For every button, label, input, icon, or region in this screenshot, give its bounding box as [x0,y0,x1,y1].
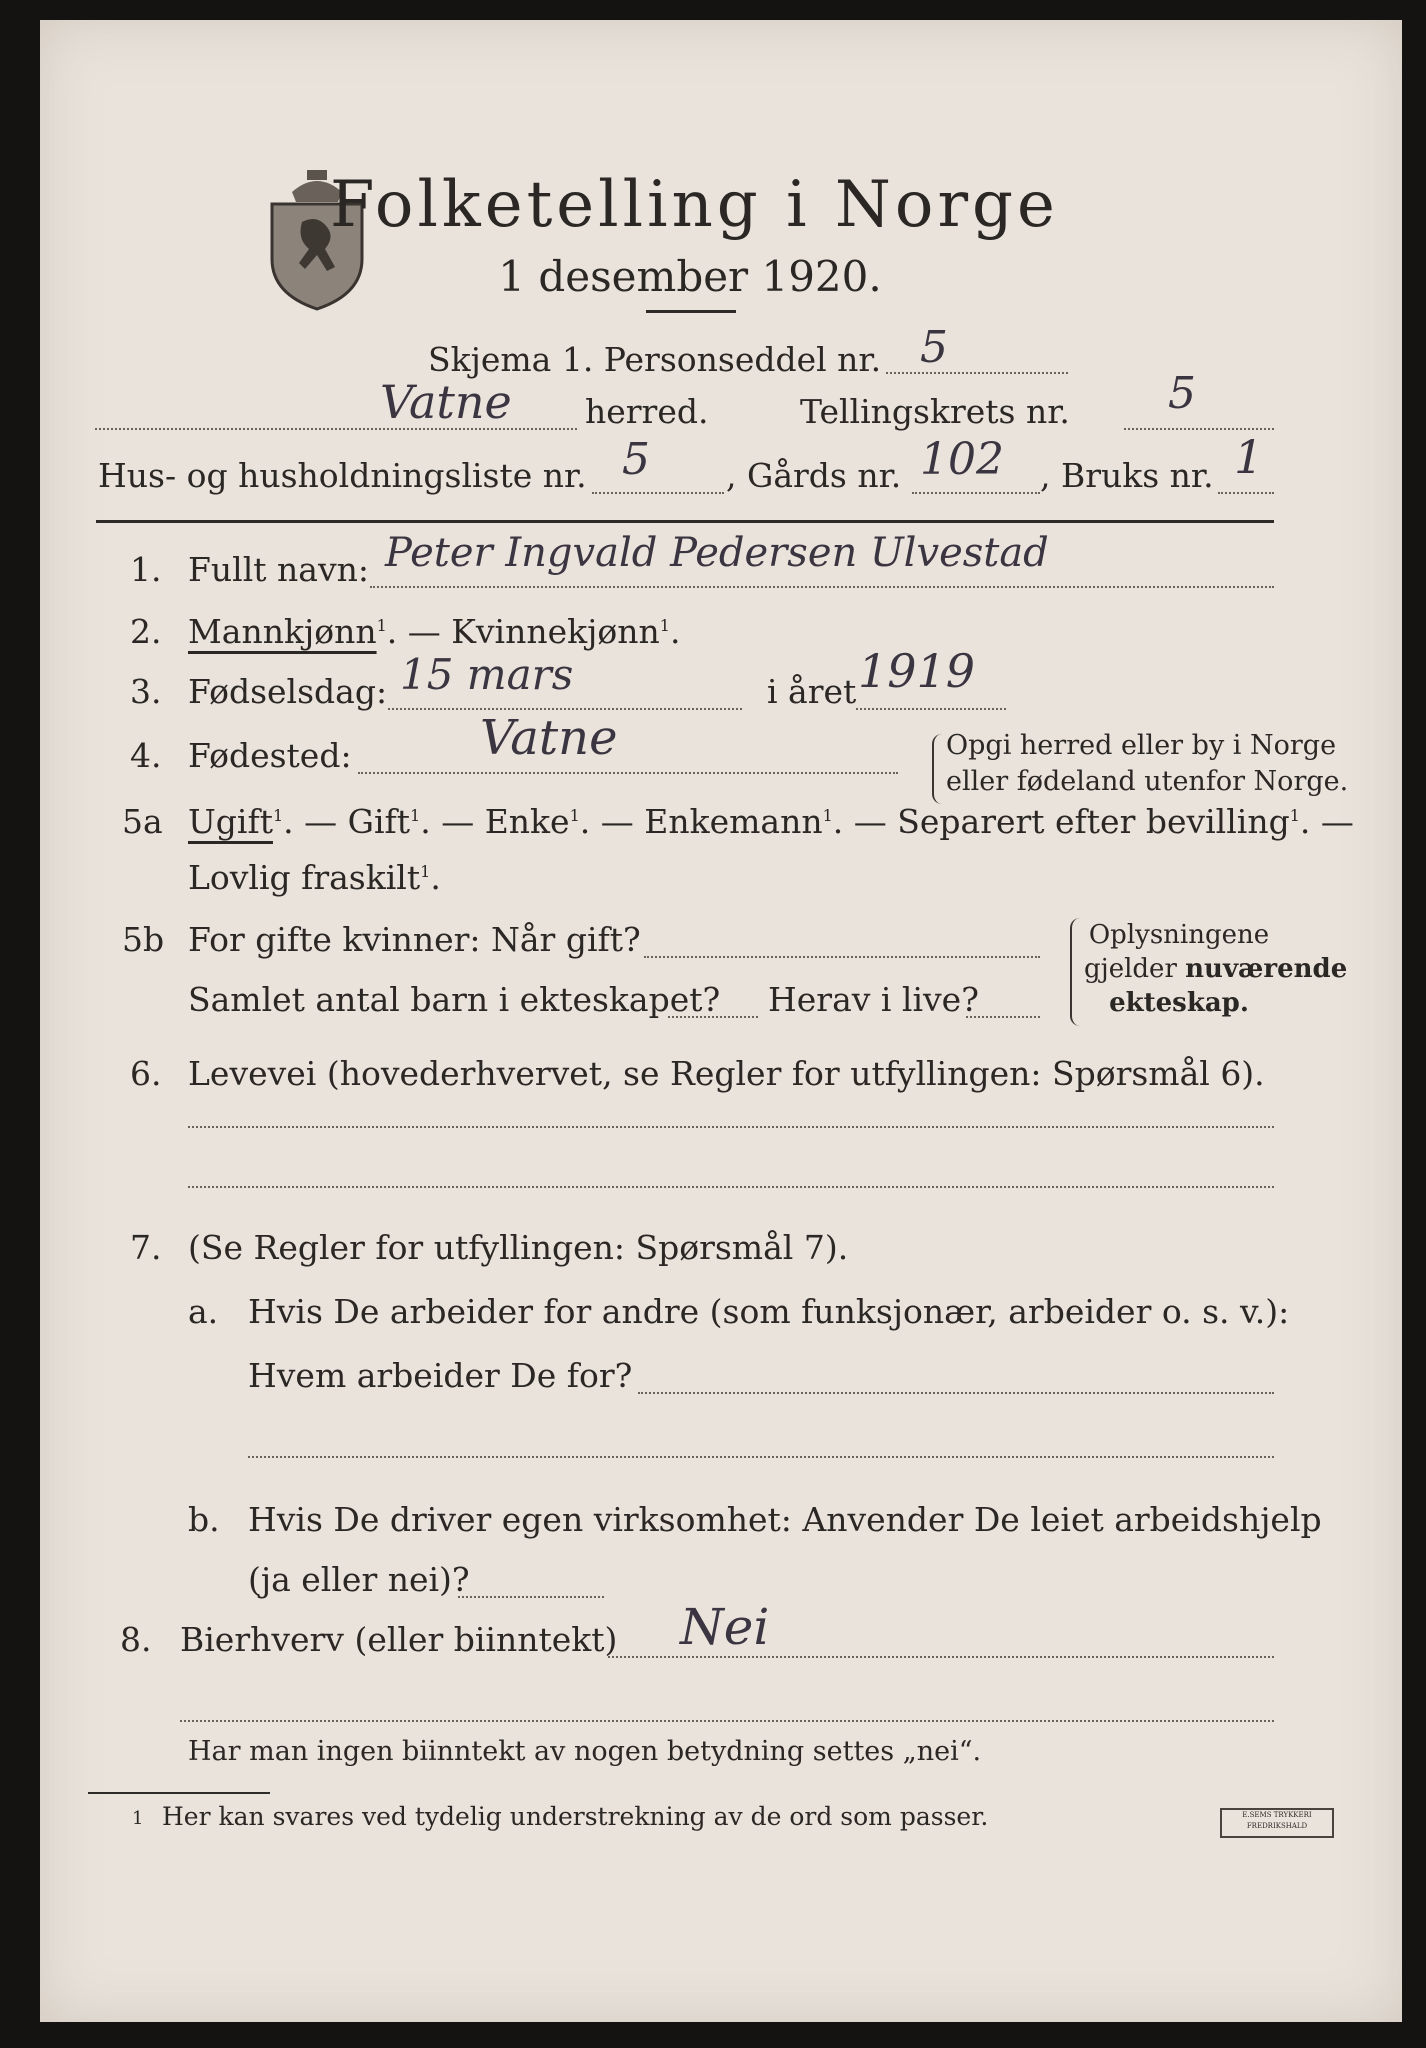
q6-number: 6. [130,1054,162,1093]
q7b-line2: (ja eller nei)? [248,1560,470,1599]
year-field-line [856,708,1006,710]
gards-field-line [912,492,1040,494]
note-nei: Har man ingen biinntekt av nogen betydning settes „nei“. [188,1736,982,1767]
q2-end: . [669,612,681,651]
enke-footnote-mark: 1 [569,806,580,825]
bruks-field-line [1218,492,1274,494]
side-income-field-line-2 [180,1720,1274,1722]
q5b-note-nuvaerende: nuværende [1185,954,1348,984]
q5b-note-line2 [1084,954,1348,984]
year-label: i året [767,672,857,711]
male-option[interactable]: Mannkjønn [188,612,377,651]
q2-gender-options [188,612,680,651]
q5a-separator-3: . — [579,802,645,841]
gift-footnote-mark: 1 [410,806,421,825]
q7-label: (Se Regler for utfyllingen: Spørsmål 7). [188,1228,849,1267]
q3-number: 3. [130,672,162,711]
q5b-children-label: Samlet antal barn i ekteskapet? [188,980,721,1019]
q5b-number: 5b [122,920,165,959]
bruks-value[interactable]: 1 [1234,430,1264,484]
q8-number: 8. [120,1620,152,1659]
q5a-separator-5: . — [1299,802,1354,841]
q5a-line2: Lovlig fraskilt$^1$. [188,858,441,897]
q1-number: 1. [130,550,162,589]
birthplace-field-line [358,772,898,774]
q5a-separator-2: . — [420,802,485,841]
q5b-alive-label: Herav i live? [768,980,979,1019]
q5b-line1: For gifte kvinner: Når gift? [188,920,641,959]
gards-label: , Gårds nr. [726,456,902,495]
separert-option[interactable]: Separert efter bevilling [897,802,1290,841]
census-date: 1 desember 1920. [498,252,882,301]
q4-note-brace [932,734,942,804]
tellingskrets-value[interactable]: 5 [1168,368,1196,419]
bruks-label: , Bruks nr. [1040,456,1214,495]
q5a-separator-4: . — [832,802,898,841]
hired-help-field-line [458,1596,604,1598]
enke-option[interactable]: Enke [484,802,570,841]
footnote-text: Her kan svares ved tydelig understrekning av de ord som passer. [162,1802,989,1831]
employer-field-line-2 [248,1456,1274,1458]
alive-field-line [966,1016,1040,1018]
footnote-divider [88,1792,270,1794]
gift-option[interactable]: Gift [347,802,411,841]
q6-label: Levevei (hovederhvervet, se Regler for utfyllingen: Spørsmål 6). [188,1054,1265,1093]
q7a-line1: Hvis De arbeider for andre (som funksjonær, arbeider o. s. v.): [248,1292,1290,1331]
married-when-field-line [644,956,1040,958]
q7b-line1: Hvis De driver egen virksomhet: Anvender De leiet arbeidshjelp [248,1500,1322,1539]
occupation-field-line-2 [188,1186,1274,1188]
q5a-number: 5a [122,802,163,841]
hus-field-line [592,492,724,494]
herred-value[interactable]: Vatne [380,375,512,429]
ugift-footnote-mark: 1 [272,806,284,825]
q7b-letter: b. [188,1500,220,1539]
birth-year-value[interactable]: 1919 [858,644,976,698]
separert-footnote-mark: 1 [1289,806,1300,825]
q5b-note-brace [1070,918,1080,1026]
q5b-note-gjelder: gjelder [1084,954,1186,984]
q4-number: 4. [130,736,162,775]
q2-number: 2. [130,612,162,651]
header-divider [96,520,1274,523]
q7a-letter: a. [188,1292,219,1331]
hus-label: Hus- og husholdningsliste nr. [98,456,587,495]
personseddel-field-line [886,372,1068,374]
hus-value[interactable]: 5 [622,434,650,485]
q1-label: Fullt navn: [188,550,369,589]
q4-label: Fødested: [188,736,352,775]
skjema-label: Skjema 1. Personseddel nr. [428,340,882,379]
census-form [40,20,1402,2022]
personseddel-nr-value[interactable]: 5 [920,322,948,373]
employer-field-line [638,1392,1274,1394]
enkemann-footnote-mark: 1 [822,806,833,825]
ugift-option[interactable]: Ugift [188,802,273,841]
full-name-value[interactable]: Peter Ingvald Pedersen Ulvestad [385,530,1049,576]
female-option[interactable]: Kvinnekjønn [451,612,660,651]
q5b-note-line3: ekteskap. [1109,988,1249,1018]
children-field-line [668,1016,758,1018]
male-footnote-mark: 1 [376,616,387,635]
enkemann-option[interactable]: Enkemann [644,802,823,841]
q7a-line2: Hvem arbeider De for? [248,1356,633,1395]
q1-field-line [370,586,1274,588]
fraskilt-footnote-mark: 1 [420,862,431,881]
gards-value[interactable]: 102 [920,434,1004,485]
q5b-note-line1: Oplysningene [1088,920,1270,950]
occupation-field-line-1 [188,1126,1274,1128]
fraskilt-option[interactable]: Lovlig fraskilt [188,858,421,897]
herred-label: herred. [585,392,709,431]
footnote-number: 1 [132,1808,144,1829]
printer-stamp: E.SEMS TRYKKERI FREDRIKSHALD [1220,1808,1334,1838]
form-title: Folketelling i Norge [330,168,1059,242]
birthday-value[interactable]: 15 mars [400,650,574,699]
q4-note-line1: Opgi herred eller by i Norge [946,730,1337,761]
q7-number: 7. [130,1228,162,1267]
q2-separator: . — [386,612,452,651]
title-divider [646,310,736,313]
tellingskrets-label: Tellingskrets nr. [800,392,1070,431]
side-income-value[interactable]: Nei [680,1598,770,1656]
q3-label: Fødselsdag: [188,672,388,711]
birthplace-value[interactable]: Vatne [480,710,618,766]
side-income-field-line [608,1656,1274,1658]
q8-label: Bierhverv (eller biinntekt) [180,1620,618,1659]
q5a-separator-1: . — [283,802,348,841]
female-footnote-mark: 1 [659,616,670,635]
q4-note-line2: eller fødeland utenfor Norge. [946,766,1349,797]
q5a-marital-options [188,802,1354,841]
